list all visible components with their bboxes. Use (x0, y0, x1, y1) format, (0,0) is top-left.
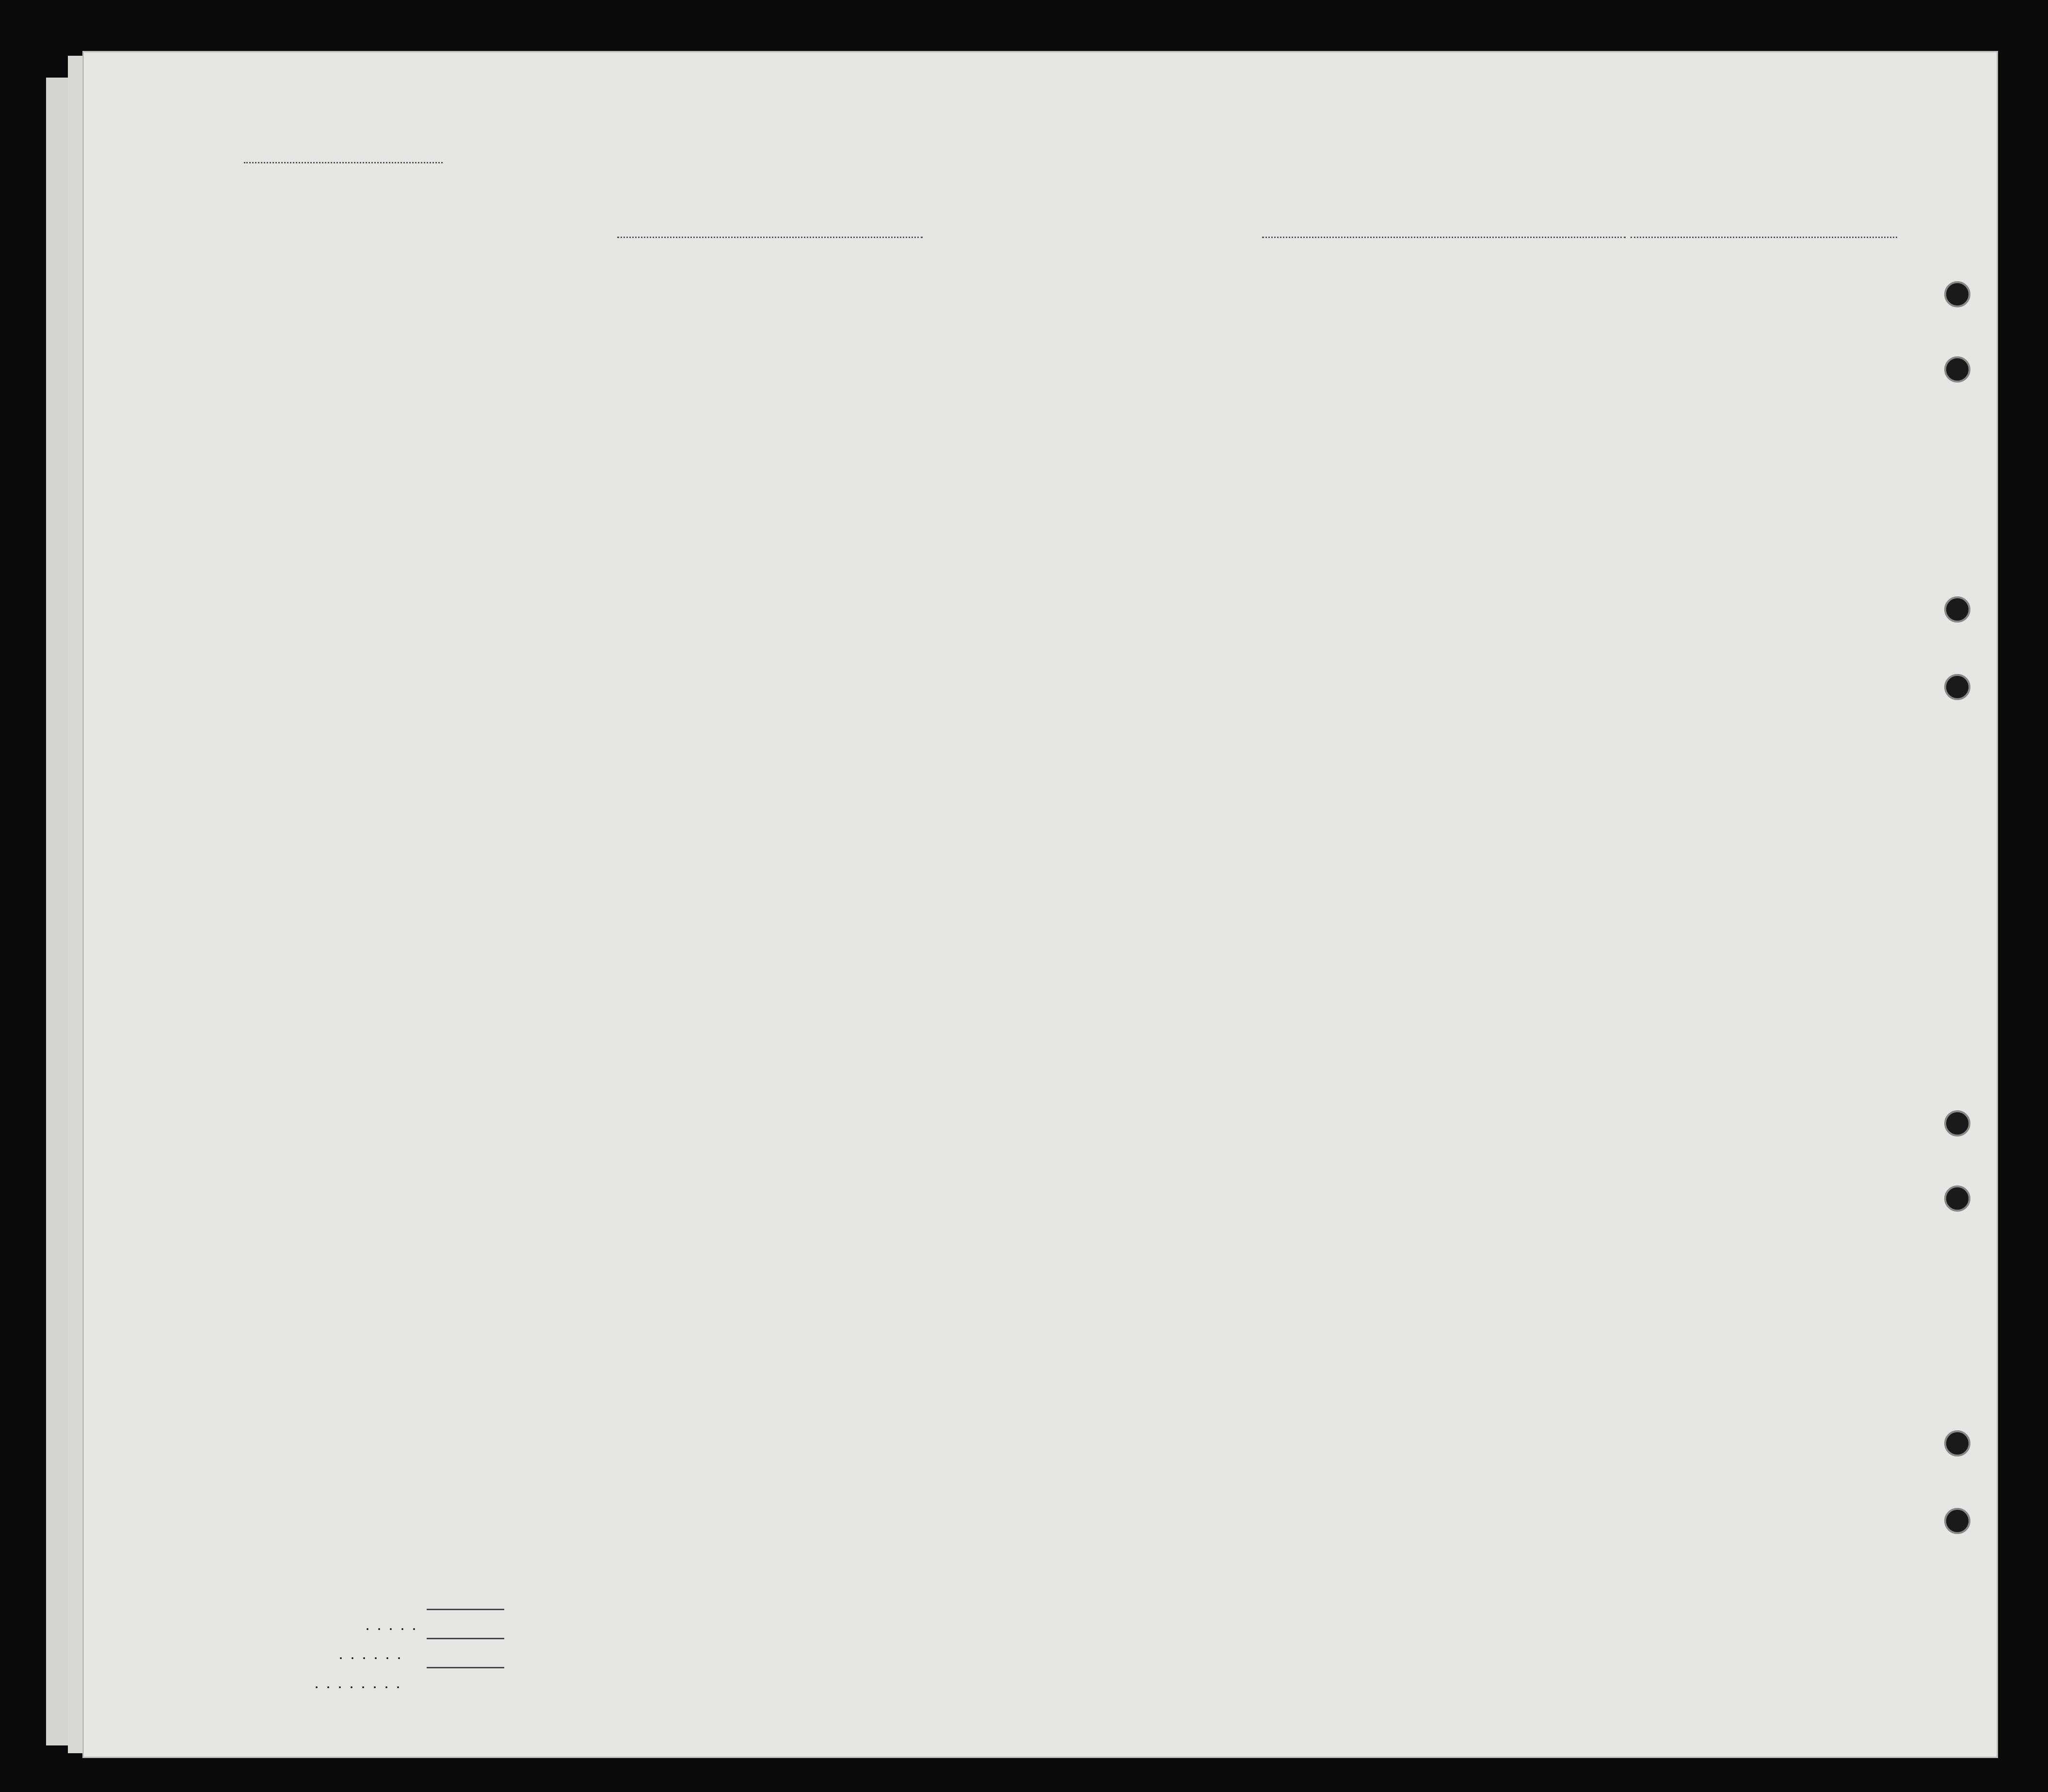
binder-hole (1944, 1508, 1970, 1534)
total-passengers-dots: . . . . . (366, 1620, 418, 1633)
us-citizens-dots: . . . . . . (339, 1649, 403, 1662)
aliens-dots: . . . . . . . . (315, 1679, 402, 1691)
aliens-value (427, 1667, 504, 1668)
binder-hole (1944, 596, 1970, 623)
binder-hole (1944, 1430, 1970, 1456)
binder-hole (1944, 356, 1970, 383)
binder-hole (1944, 1185, 1970, 1212)
us-citizens-value (427, 1638, 504, 1639)
total-passengers-value (427, 1609, 504, 1610)
binder-hole (1944, 281, 1970, 307)
binder-hole (1944, 674, 1970, 700)
binder-hole (1944, 1110, 1970, 1136)
